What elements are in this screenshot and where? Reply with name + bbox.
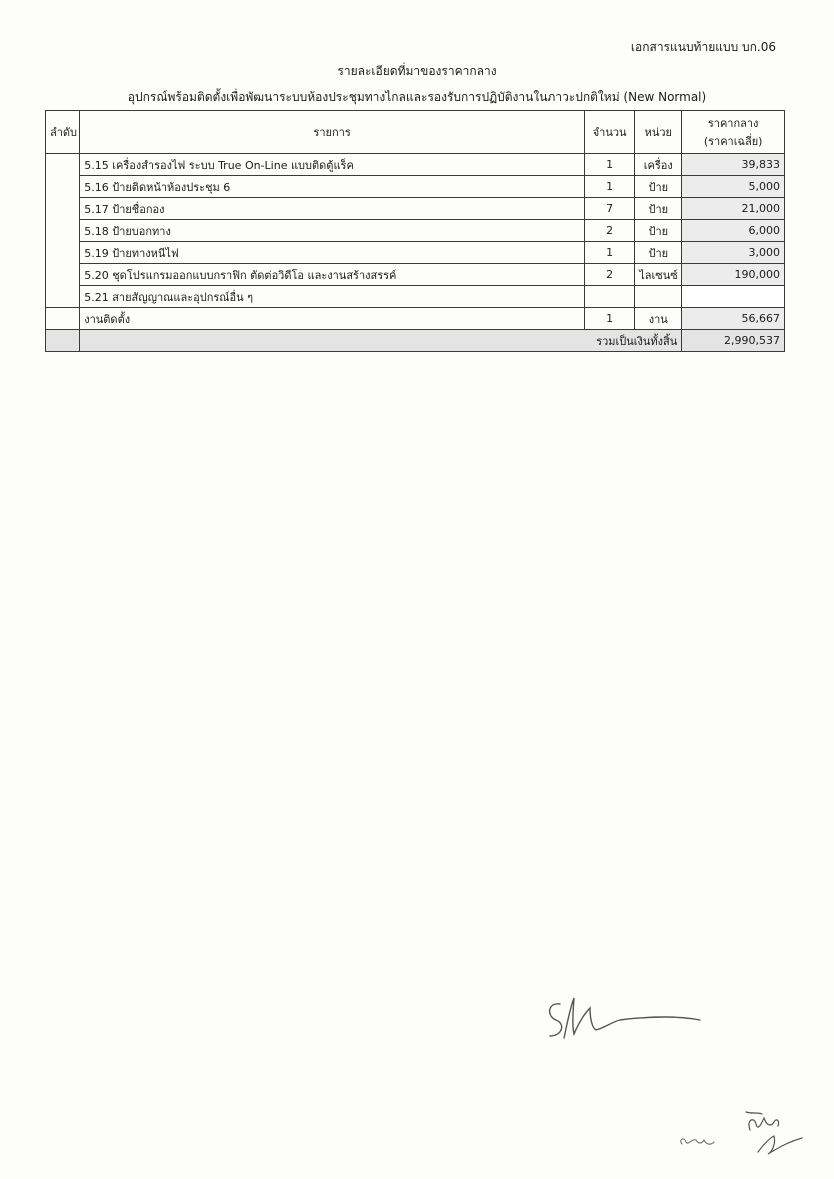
header-price-line1: ราคากลาง — [707, 117, 759, 130]
item-cell: 5.16 ป้ายติดหน้าห้องประชุม 6 — [80, 176, 585, 198]
price-cell: 39,833 — [682, 154, 785, 176]
qty-cell: 2 — [585, 264, 635, 286]
total-row — [46, 330, 785, 352]
total-value: 2,990,537 — [682, 330, 785, 352]
seq-cell — [46, 308, 80, 330]
unit-cell: ป้าย — [635, 198, 682, 220]
install-qty-cell: 1 — [585, 308, 635, 330]
price-cell — [682, 286, 785, 308]
unit-cell: ไลเซนซ์ — [635, 264, 682, 286]
table-row — [46, 198, 785, 220]
install-unit-cell: งาน — [635, 308, 682, 330]
price-cell: 5,000 — [682, 176, 785, 198]
qty-cell: 1 — [585, 154, 635, 176]
install-item-cell: งานติดตั้ง — [80, 308, 585, 330]
qty-cell: 1 — [585, 242, 635, 264]
item-cell: 5.19 ป้ายทางหนีไฟ — [80, 242, 585, 264]
install-price-cell: 56,667 — [682, 308, 785, 330]
header-qty: จำนวน — [585, 111, 635, 154]
item-cell: 5.18 ป้ายบอกทาง — [80, 220, 585, 242]
seq-cell — [46, 154, 80, 308]
document-subtitle: อุปกรณ์พร้อมติดตั้งเพื่อพัฒนาระบบห้องประชุมทางไกลและรองรับการปฏิบัติงานในภาวะปกติใหม่ (New Normal) — [127, 90, 707, 104]
unit-cell: ป้าย — [635, 220, 682, 242]
qty-cell — [585, 286, 635, 308]
item-cell: 5.17 ป้ายชื่อกอง — [80, 198, 585, 220]
document-title: รายละเอียดที่มาของราคากลาง — [337, 64, 497, 78]
header-price-line2: (ราคาเฉลี่ย) — [703, 135, 763, 148]
signature-main — [540, 990, 710, 1045]
header-seq: ลำดับ — [46, 111, 80, 154]
table-row — [46, 176, 785, 198]
price-table — [45, 110, 785, 352]
total-label: รวมเป็นเงินทั้งสิ้น — [80, 330, 682, 352]
total-seq-cell — [46, 330, 80, 352]
qty-cell: 7 — [585, 198, 635, 220]
item-cell: 5.20 ชุดโปรแกรมออกแบบกราฟิก ตัดต่อวิดีโอ และงานสร้างสรรค์ — [80, 264, 585, 286]
unit-cell: เครื่อง — [635, 154, 682, 176]
price-cell: 3,000 — [682, 242, 785, 264]
table-header-row — [46, 111, 785, 154]
table-row — [46, 154, 785, 176]
qty-cell: 2 — [585, 220, 635, 242]
item-cell: 5.15 เครื่องสำรองไฟ ระบบ True On-Line แบบติดตู้แร็ค — [80, 154, 585, 176]
item-cell: 5.21 สายสัญญาณและอุปกรณ์อื่น ๆ — [80, 286, 585, 308]
price-cell: 190,000 — [682, 264, 785, 286]
header-item: รายการ — [80, 111, 585, 154]
unit-cell: ป้าย — [635, 242, 682, 264]
install-row — [46, 308, 785, 330]
table-row — [46, 264, 785, 286]
price-cell: 21,000 — [682, 198, 785, 220]
unit-cell — [635, 286, 682, 308]
document-reference: เอกสารแนบท้ายแบบ บก.06 — [630, 40, 776, 54]
table-row — [46, 220, 785, 242]
signature-initial-left — [676, 1130, 726, 1154]
table-row — [46, 242, 785, 264]
header-unit: หน่วย — [635, 111, 682, 154]
price-cell: 6,000 — [682, 220, 785, 242]
unit-cell: ป้าย — [635, 176, 682, 198]
table-row — [46, 286, 785, 308]
qty-cell: 1 — [585, 176, 635, 198]
signature-initial-right — [740, 1108, 812, 1164]
header-price — [682, 111, 785, 154]
